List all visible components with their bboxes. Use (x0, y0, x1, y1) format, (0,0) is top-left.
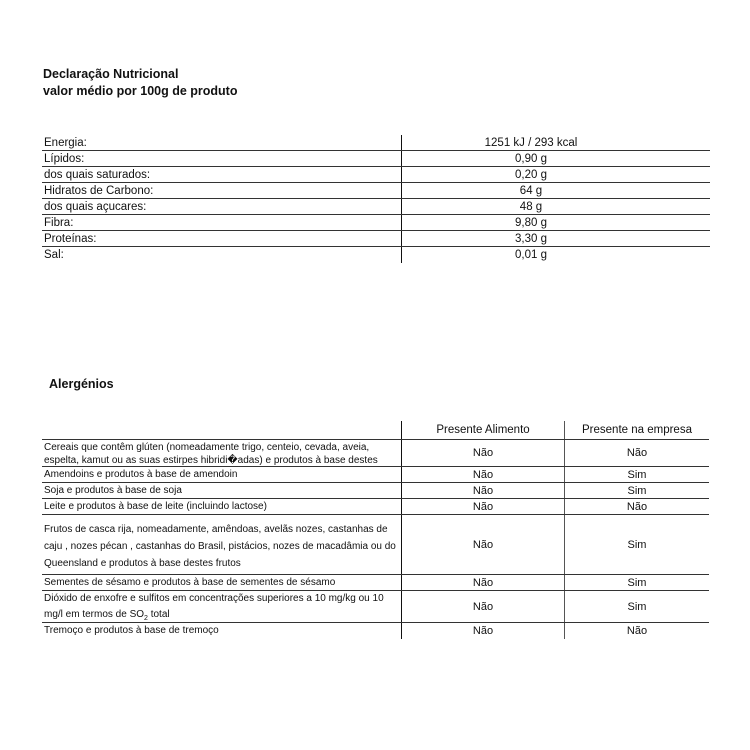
allergen-food-value: Não (402, 515, 565, 574)
nutrient-value: 48 g (519, 201, 543, 213)
nutrition-row-protein (42, 231, 710, 247)
nutrient-label: Energia: (42, 135, 402, 150)
nutrition-title-line2: valor médio por 100g de produto (43, 84, 238, 98)
nutrient-label: Hidratos de Carbono: (42, 183, 402, 198)
allergens-header-row (42, 421, 709, 440)
nutrient-label: Proteínas: (42, 231, 402, 246)
allergen-food-value: Não (402, 499, 565, 514)
nutrition-row-saturated (42, 167, 710, 183)
allergen-row-lupin (42, 623, 709, 639)
nutrient-value: 0,90 g (515, 153, 547, 165)
header-empty (42, 421, 402, 439)
allergen-food-value: Não (402, 483, 565, 498)
allergen-food-value: Não (402, 467, 565, 482)
allergen-label: Tremoço e produtos à base de tremoço (42, 623, 402, 639)
allergen-food-value: Não (402, 575, 565, 590)
allergens-title: Alergénios (49, 377, 114, 391)
allergen-row-sesame (42, 575, 709, 591)
allergen-company-value: Sim (627, 600, 647, 613)
allergen-label: Sementes de sésamo e produtos à base de sementes de sésamo (42, 575, 402, 590)
nutrient-label: dos quais açucares: (42, 199, 402, 214)
allergen-row-nuts (42, 515, 709, 575)
allergen-label: Cereais que contêm glúten (nomeadamente trigo, centeio, cevada, aveia, espelta, kamut ou as suas estirpes hibridi�adas) e produtos à base destes (42, 440, 402, 466)
allergen-food-value: Não (402, 591, 565, 622)
allergen-label: Soja e produtos à base de soja (42, 483, 402, 498)
nutrition-title (43, 66, 237, 100)
allergen-company-value: Não (626, 500, 648, 513)
nutrition-row-carbohydrates (42, 183, 710, 199)
nutrition-table (42, 135, 710, 263)
allergen-row-milk (42, 499, 709, 515)
nutrient-value: 64 g (519, 185, 543, 197)
allergen-label: Leite e produtos à base de leite (incluindo lactose) (42, 499, 402, 514)
nutrient-label: dos quais saturados: (42, 167, 402, 182)
allergens-table (42, 421, 709, 639)
allergen-label: Frutos de casca rija, nomeadamente, amêndoas, avelãs nozes, castanhas de caju , nozes pécan , castanhas do Brasil, pistácios, nozes de macadâmia ou do Queensland e produtos à base destes frutos (42, 515, 402, 574)
allergen-row-soy (42, 483, 709, 499)
nutrient-value: 0,20 g (515, 169, 547, 181)
allergen-label: Amendoins e produtos à base de amendoin (42, 467, 402, 482)
allergen-company-value: Sim (627, 468, 647, 481)
nutrient-label: Fibra: (42, 215, 402, 230)
allergen-row-gluten (42, 440, 709, 467)
nutrition-row-fibre (42, 215, 710, 231)
allergen-label (42, 591, 402, 622)
header-present-company: Presente na empresa (582, 424, 692, 436)
nutrient-value: 1251 kJ / 293 kcal (484, 137, 578, 149)
allergen-company-value: Sim (627, 484, 647, 497)
allergen-row-peanuts (42, 467, 709, 483)
allergen-company-value: Não (626, 447, 648, 459)
allergen-company-value: Não (626, 625, 648, 637)
nutrient-label: Sal: (42, 247, 402, 263)
nutrition-row-sugars (42, 199, 710, 215)
allergen-company-value: Sim (627, 576, 647, 589)
nutrient-value: 0,01 g (515, 249, 547, 261)
nutrition-row-salt (42, 247, 710, 263)
allergen-label-text-end: total (147, 609, 170, 620)
allergen-label-text: Dióxido de enxofre e sulfitos em concentrações superiores a 10 mg/kg ou 10 mg/l em termos de SO (44, 593, 384, 620)
nutrition-row-lipids (42, 151, 710, 167)
nutrient-value: 3,30 g (515, 233, 547, 245)
allergen-company-value: Sim (627, 538, 647, 551)
header-present-food: Presente Alimento (402, 421, 565, 439)
nutrient-label: Lípidos: (42, 151, 402, 166)
allergen-row-sulphites (42, 591, 709, 623)
nutrition-title-line1: Declaração Nutricional (43, 67, 179, 81)
allergen-label-subscript: 2 (144, 615, 148, 622)
allergen-food-value: Não (402, 623, 565, 639)
nutrient-value: 9,80 g (515, 217, 547, 229)
nutrition-row-energy (42, 135, 710, 151)
allergen-food-value: Não (402, 440, 565, 466)
